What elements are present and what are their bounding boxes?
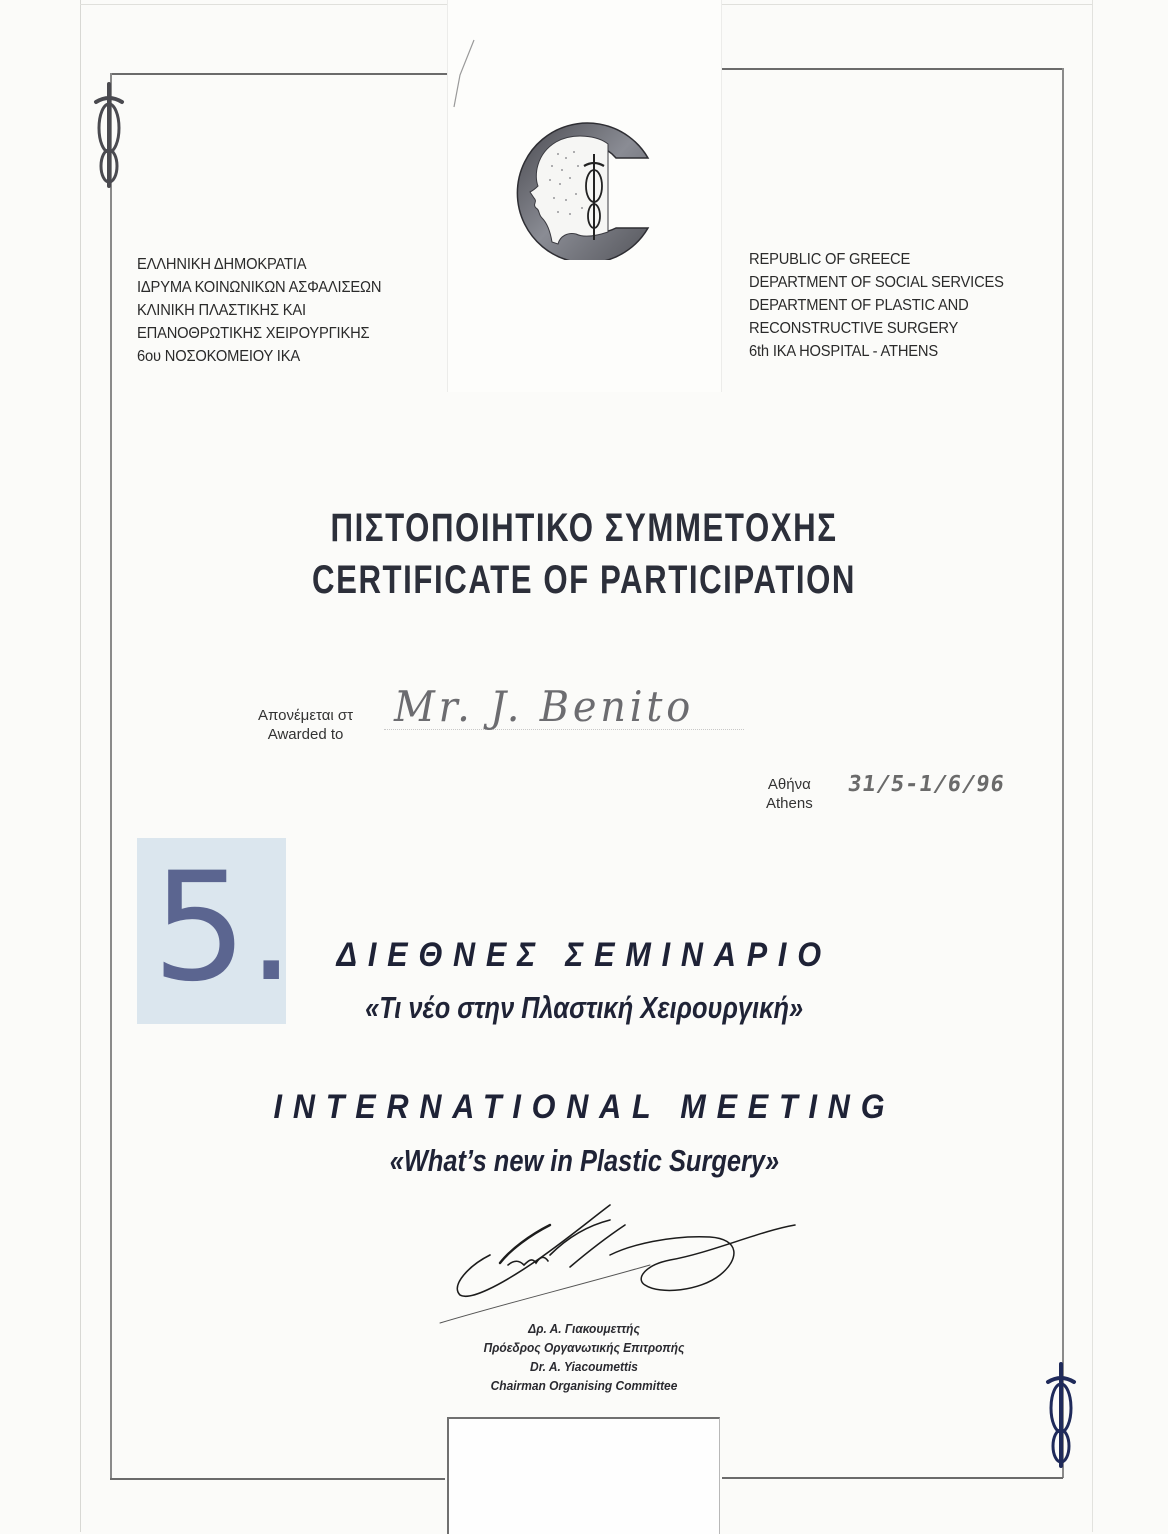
awarded-label-greek: Απονέμεται στ [258,707,354,724]
org-greek-line: ΕΛΛΗΝΙΚΗ ΔΗΜΟΚΡΑΤΙΑ [137,256,307,273]
event-subtitle-english: «What’s new in Plastic Surgery» [389,1143,779,1178]
certificate-title [0,502,1168,606]
event-title-greek: ΔΙΕΘΝΕΣ ΣΕΜΙΝΑΡΙΟ [336,936,832,974]
org-greek-line: ΕΠΑΝΟΘΡΩΤΙΚΗΣ ΧΕΙΡΟΥΡΓΙΚΗΣ [137,325,370,342]
page-edge [1092,0,1093,1532]
org-english-line: 6th IKA HOSPITAL - ATHENS [749,343,939,360]
organization-english [749,248,1004,363]
frame-border-bottom-right [722,1477,1063,1479]
signer-role-greek: Πρόεδρος Οργανωτικής Επιτροπής [483,1340,685,1355]
event-subtitle-greek: «Τι νέο στην Πλαστική Χειρουργική» [364,990,804,1025]
awarded-to-label [258,706,353,744]
place-label-greek: Αθήνα [767,776,811,793]
awarded-label-english: Awarded to [267,726,344,743]
frame-border-top-right [722,68,1063,70]
scratch-mark [448,35,478,115]
frame-border-left [110,73,112,1478]
frame-border-bottom-left [110,1478,445,1480]
event-subtitle-english-row [0,1143,1168,1179]
event-title-english: INTERNATIONAL MEETING [273,1088,895,1126]
bottom-stub-box [447,1417,720,1534]
org-english-line: DEPARTMENT OF PLASTIC AND [749,297,969,314]
org-greek-line: 6ου ΝΟΣΟΚΟΜΕΙΟΥ ΙΚΑ [137,348,300,365]
org-english-line: DEPARTMENT OF SOCIAL SERVICES [749,274,1004,291]
sticker-number-handwritten: 5. [152,841,296,1015]
place-label [766,775,813,813]
org-english-line: REPUBLIC OF GREECE [749,251,911,268]
signer-role-english: Chairman Organising Committee [490,1378,678,1393]
signer-block [0,1319,1168,1395]
date-handwritten: 31/5-1/6/96 [846,772,1007,797]
caduceus-icon [92,80,126,192]
frame-border-top-left [110,73,447,75]
page-edge [80,0,81,1532]
frame-border-right [1062,68,1064,1478]
recipient-name-handwritten: Mr. J. Benito [394,682,695,731]
org-greek-line: ΙΔΡΥΜΑ ΚΟΙΝΩΝΙΚΩΝ ΑΣΦΑΛΙΣΕΩΝ [137,279,382,296]
title-greek: ΠΙΣΤΟΠΟΙΗΤΙΚΟ ΣΥΜΜΕΤΟΧΗΣ [330,506,838,550]
signer-name-greek: Δρ. Α. Γιακουμεττής [528,1321,640,1336]
org-english-line: RECONSTRUCTIVE SURGERY [749,320,959,337]
title-english: CERTIFICATE OF PARTICIPATION [311,558,857,602]
event-subtitle-greek-row [0,990,1168,1026]
event-title-english-row [0,1088,1168,1127]
org-greek-line: ΚΛΙΝΙΚΗ ΠΛΑΣΤΙΚΗΣ ΚΑΙ [137,302,306,319]
signer-name-english: Dr. A. Yiacoumettis [530,1359,638,1374]
organization-greek [137,253,381,368]
signature-icon [420,1195,800,1325]
caduceus-head-logo-icon [512,114,654,260]
event-title-greek-row [0,936,1168,975]
place-label-english: Athens [766,795,813,812]
